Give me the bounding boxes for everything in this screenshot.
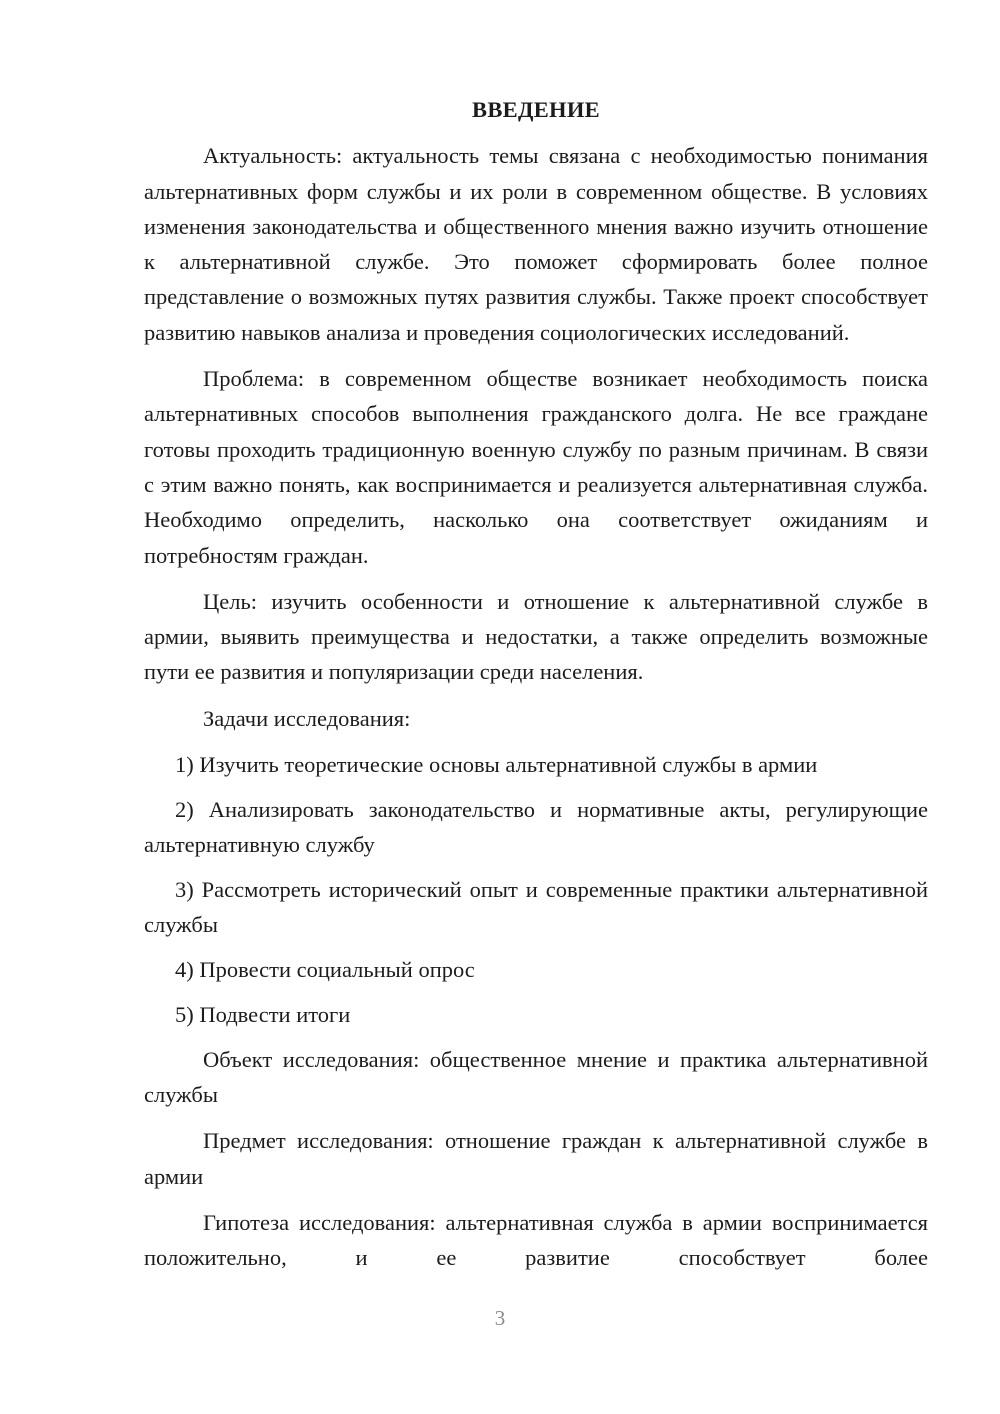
paragraph-goal: Цель: изучить особенности и отношение к альтернативной службе в армии, выявить преимущества и недостатки, а также определить возможные пути ее развития и популяризации среди населения.	[144, 588, 928, 685]
paragraph-relevance: Актуальность: актуальность темы связана с необходимостью понимания альтернативных форм службы и их роли в современном обществе. В условиях изменения законодательства и общественного мнения важно изучить отношение к альтернативной службе. Это поможет сформировать более полное представление о возможных путях развития службы. Также проект способствует развитию навыков анализа и проведения социологических исследований.	[144, 143, 928, 345]
task-item-3: 3) Рассмотреть исторический опыт и современные практики альтернативной службы	[144, 876, 928, 938]
task-item-4: 4) Провести социальный опрос	[175, 957, 475, 983]
tasks-heading: Задачи исследования:	[203, 705, 411, 731]
paragraph-subject: Предмет исследования: отношение граждан к альтернативной службе в армии	[144, 1128, 928, 1189]
task-item-2: 2) Анализировать законодательство и нормативные акты, регулирующие альтернативную службу	[144, 796, 928, 858]
section-title: ВВЕДЕНИЕ	[472, 97, 600, 122]
paragraph-hypothesis: Гипотеза исследования: альтернативная служба в армии воспринимается положительно, и ее развитие способствует более	[144, 1209, 928, 1271]
paragraph-object: Объект исследования: общественное мнение и практика альтернативной службы	[144, 1046, 928, 1107]
page-content	[144, 92, 928, 1286]
task-item-1: 1) Изучить теоретические основы альтернативной службы в армии	[175, 752, 818, 778]
task-item-5: 5) Подвести итоги	[175, 1001, 351, 1027]
paragraph-problem: Проблема: в современном обществе возникает необходимость поиска альтернативных способов выполнения гражданского долга. Не все граждане готовы проходить традиционную военную службу по разным причинам. В связи с этим важно понять, как воспринимается и реализуется альтернативная служба. Необходимо определить, насколько она соответствует ожиданиям и потребностям граждан.	[144, 366, 928, 568]
page-number: 3	[494, 1306, 506, 1330]
